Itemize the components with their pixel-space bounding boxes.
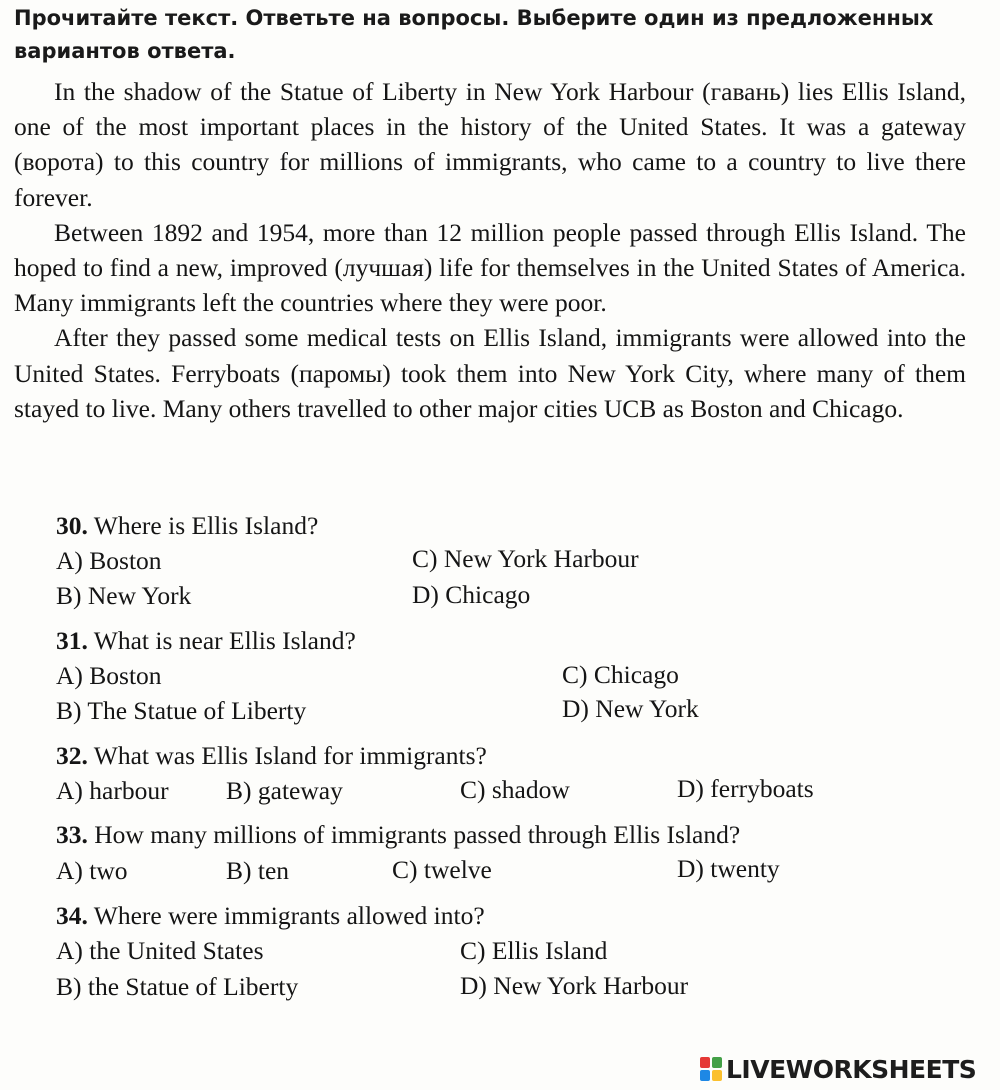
option-33-c[interactable]: C) twelve [392,855,492,884]
question-number: 30. [56,511,88,540]
logo-square [712,1057,722,1068]
option-31-c[interactable]: C) Chicago [562,660,679,689]
question-31 [56,623,356,658]
question-text: Where were immigrants allowed into? [93,901,485,930]
logo-text: LIVEWORKSHEETS [726,1054,977,1084]
passage-paragraph-1: In the shadow of the Statue of Liberty in New York Harbour (гавань) lies Ellis Island, one of the most important places in the history of the United States. It was a gateway (ворота) to this country for millions of immigrants, who came to a country to live there forever. [14,77,966,212]
option-31-a[interactable]: A) Boston [56,661,162,690]
option-33-a[interactable]: A) two [56,856,128,885]
question-32 [56,738,487,773]
option-32-b[interactable]: B) gateway [226,776,343,805]
passage-paragraph-3: After they passed some medical tests on Ellis Island, immigrants were allowed into the United States. Ferryboats (паромы) took them into New York City, where many of them stayed to live. Many others travelled to other major cities UCB as Boston and Chicago. [14,323,966,423]
logo-square [700,1057,710,1068]
instruction: Прочитайте текст. Ответьте на вопросы. Выберите один из предложенных вариантов ответа. [14,6,934,63]
question-30 [56,508,318,543]
option-34-a[interactable]: A) the United States [56,936,264,965]
question-text: What is near Ellis Island? [93,626,356,655]
option-30-d[interactable]: D) Chicago [412,580,531,609]
question-number: 31. [56,626,88,655]
option-33-d[interactable]: D) twenty [677,854,780,883]
reading-passage [14,74,966,426]
passage-paragraph-2: Between 1892 and 1954, more than 12 million people passed through Ellis Island. The hoped to find a new, improved (лучшая) life for themselves in the United States of America. Many immigrants left the countries where they were poor. [14,217,966,318]
logo-square [712,1070,722,1081]
option-31-d[interactable]: D) New York [562,694,699,723]
option-33-b[interactable]: B) ten [226,856,290,885]
option-32-d[interactable]: D) ferryboats [677,774,814,803]
option-34-c[interactable]: C) Ellis Island [460,936,608,965]
option-30-a[interactable]: A) Boston [56,546,162,575]
question-number: 33. [56,820,88,849]
option-32-c[interactable]: C) shadow [460,775,570,804]
question-34 [56,898,485,933]
liveworksheets-logo [700,1052,976,1086]
question-33 [56,817,740,852]
question-text: What was Ellis Island for immigrants? [93,741,487,770]
logo-square [700,1070,710,1081]
question-number: 34. [56,901,88,930]
option-32-a[interactable]: A) harbour [56,776,169,805]
question-text: Where is Ellis Island? [93,511,319,540]
option-34-d[interactable]: D) New York Harbour [460,971,689,1000]
option-34-b[interactable]: B) the Statue of Liberty [56,972,299,1001]
question-number: 32. [56,741,88,770]
liveworksheets-logo-icon [700,1057,722,1081]
option-30-c[interactable]: C) New York Harbour [412,544,639,573]
question-text: How many millions of immigrants passed through Ellis Island? [94,820,741,849]
option-30-b[interactable]: B) New York [56,581,192,610]
option-31-b[interactable]: B) The Statue of Liberty [56,696,307,725]
